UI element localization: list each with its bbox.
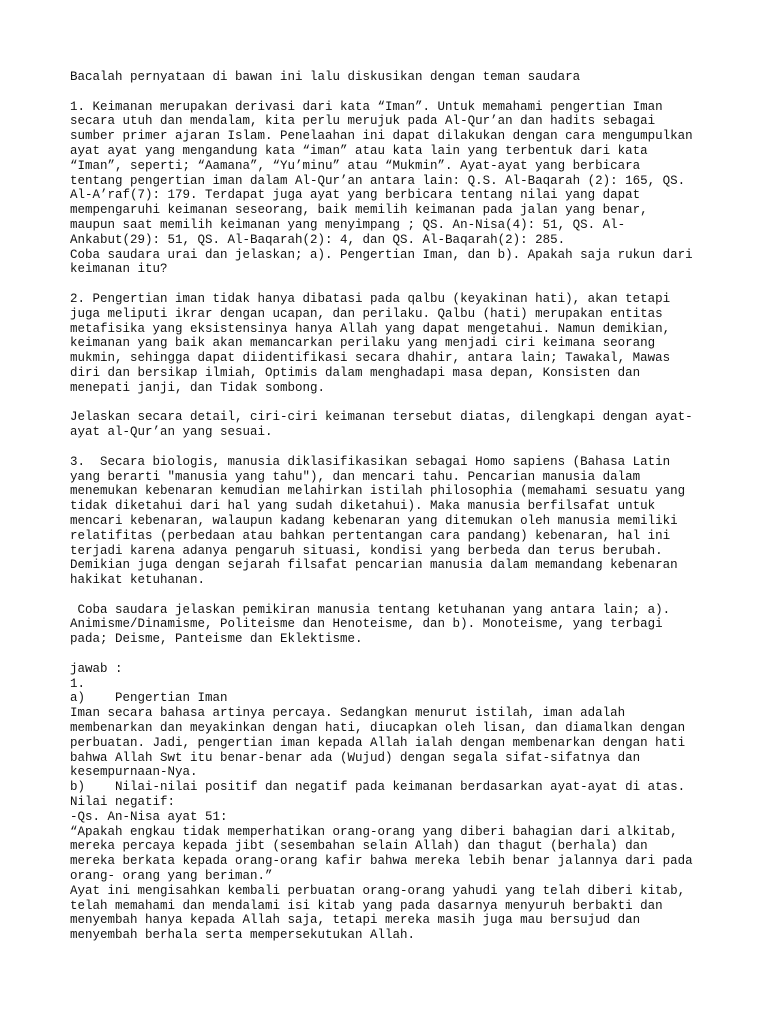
text-line: menemukan kebenaran kemudian melahirkan istilah philosophia (memahami sesuatu yang: [70, 484, 686, 499]
text-line: pada; Deisme, Panteisme dan Eklektisme.: [70, 632, 363, 647]
text-line: menyembah hanya kepada Allah saja, tetapi mereka masih juga mau bersujud dan: [70, 913, 641, 928]
paragraph-spacer: [70, 85, 720, 100]
text-line: ayat ayat yang mengandung kata “iman” atau kata lain yang terbentuk dari kata: [70, 143, 648, 158]
text-line: 1.: [70, 676, 86, 691]
text-line: diri dan bersikap ilmiah, Optimis dalam menghadapi masa depan, Konsisten dan: [70, 365, 641, 380]
paragraph-spacer: [70, 277, 720, 292]
text-line: mereka berkata kepada orang-orang kafir bahwa mereka lebih benar jalannya dari pada: [70, 854, 693, 869]
text-line: Animisme/Dinamisme, Politeisme dan Henoteisme, dan b). Monoteisme, yang terbagi: [70, 617, 663, 632]
text-line: mukmin, sehingga dapat diidentifikasi secara dhahir, antara lain; Tawakal, Mawas: [70, 351, 671, 366]
text-line: Ayat ini mengisahkan kembali perbuatan orang-orang yahudi yang telah diberi kitab,: [70, 883, 686, 898]
text-line: sumber primer ajaran Islam. Penelaahan ini dapat dilakukan dengan cara mengumpulkan: [70, 129, 693, 144]
text-line: relatifitas (perbedaan atau bahkan pertentangan cara pandang) kebenaran, hal ini: [70, 528, 671, 543]
text-line: tentang pengertian iman dalam Al-Qur’an antara lain: Q.S. Al-Baqarah (2): 165, QS.: [70, 173, 686, 188]
paragraph-spacer: [70, 440, 720, 455]
paragraph: [70, 410, 720, 440]
text-line: Iman secara bahasa artinya percaya. Sedangkan menurut istilah, iman adalah: [70, 706, 626, 721]
document-page: [70, 70, 720, 943]
text-line: secara utuh dan mendalam, kita perlu merujuk pada Al-Qur’an dan hadits sebagai: [70, 114, 656, 129]
text-line: yang berarti "manusia yang tahu"), dan mencari tahu. Pencarian manusia dalam: [70, 469, 641, 484]
paragraph-spacer: [70, 647, 720, 662]
text-line: orang- orang yang beriman.”: [70, 869, 273, 884]
text-line: menyembah berhala serta mempersekutukan Allah.: [70, 928, 416, 943]
paragraph-spacer: [70, 588, 720, 603]
text-line: -Qs. An-Nisa ayat 51:: [70, 809, 228, 824]
text-line: mereka percaya kepada jibt (sesembahan selain Allah) dan thagut (berhala) dan: [70, 839, 648, 854]
text-line: membenarkan dan meyakinkan dengan hati, diucapkan oleh lisan, dan diamalkan dengan: [70, 721, 686, 736]
text-line: maupun saat memilih keimanan yang menyimpang ; QS. An-Nisa(4): 51, QS. Al-: [70, 217, 626, 232]
text-line: Ankabut(29): 51, QS. Al-Baqarah(2): 4, dan QS. Al-Baqarah(2): 285.: [70, 232, 566, 247]
text-line: menepati janji, dan Tidak sombong.: [70, 380, 326, 395]
paragraph: [70, 70, 720, 85]
text-line: b) Nilai-nilai positif dan negatif pada keimanan berdasarkan ayat-ayat di atas.: [70, 780, 686, 795]
text-line: Jelaskan secara detail, ciri-ciri keimanan tersebut diatas, dilengkapi dengan ayat-: [70, 410, 693, 425]
paragraph: [70, 100, 720, 278]
text-line: juga meliputi ikrar dengan ucapan, dan perilaku. Qalbu (hati) merupakan entitas: [70, 306, 663, 321]
text-line: 3. Secara biologis, manusia diklasifikasikan sebagai Homo sapiens (Bahasa Latin: [70, 454, 671, 469]
text-line: keimanan yang baik akan memancarkan perilaku yang menjadi ciri keimana seorang: [70, 336, 656, 351]
text-line: terjadi karena adanya pengaruh situasi, kondisi yang berbeda dan terus berubah.: [70, 543, 663, 558]
text-line: a) Pengertian Iman: [70, 691, 228, 706]
text-line: Coba saudara urai dan jelaskan; a). Pengertian Iman, dan b). Apakah saja rukun dari: [70, 247, 693, 262]
text-line: keimanan itu?: [70, 262, 168, 277]
paragraph: [70, 292, 720, 396]
paragraph: [70, 662, 720, 943]
text-line: perbuatan. Jadi, pengertian iman kepada Allah ialah dengan membenarkan dengan hati: [70, 735, 686, 750]
text-line: Al-A’raf(7): 179. Terdapat juga ayat yang berbicara tentang nilai yang dapat: [70, 188, 641, 203]
text-line: telah memahami dan mendalami isi kitab yang pada dasarnya menyuruh berbakti dan: [70, 898, 663, 913]
text-line: kesempurnaan-Nya.: [70, 765, 198, 780]
text-line: 2. Pengertian iman tidak hanya dibatasi pada qalbu (keyakinan hati), akan tetapi: [70, 291, 671, 306]
paragraph: [70, 455, 720, 588]
text-line: jawab :: [70, 661, 123, 676]
text-line: Coba saudara jelaskan pemikiran manusia tentang ketuhanan yang antara lain; a).: [70, 602, 671, 617]
text-line: “Apakah engkau tidak memperhatikan orang-orang yang diberi bahagian dari alkitab,: [70, 824, 678, 839]
paragraph: [70, 603, 720, 647]
text-line: metafisika yang eksistensinya hanya Allah yang dapat mengetahui. Namun demikian,: [70, 321, 671, 336]
text-line: bahwa Allah Swt itu benar-benar ada (Wujud) dengan segala sifat-sifatnya dan: [70, 750, 641, 765]
text-line: Bacalah pernyataan di bawan ini lalu diskusikan dengan teman saudara: [70, 70, 581, 84]
text-line: hakikat ketuhanan.: [70, 573, 206, 588]
text-line: tidak diketahui dari hal yang sudah diketahui). Maka manusia berfilsafat untuk: [70, 499, 656, 514]
text-line: mempengaruhi keimanan seseorang, baik memilih keimanan pada jalan yang benar,: [70, 203, 648, 218]
text-line: 1. Keimanan merupakan derivasi dari kata “Iman”. Untuk memahami pengertian Iman: [70, 99, 663, 114]
text-line: ayat al-Qur’an yang sesuai.: [70, 425, 273, 440]
text-line: mencari kebenaran, walaupun kadang kebenaran yang ditemukan oleh manusia memiliki: [70, 513, 678, 528]
text-line: Demikian juga dengan sejarah filsafat pencarian manusia dalam memandang kebenaran: [70, 558, 678, 573]
paragraph-spacer: [70, 396, 720, 411]
text-line: Nilai negatif:: [70, 795, 176, 810]
text-line: “Iman”, seperti; “Aamana”, “Yu’minu” atau “Mukmin”. Ayat-ayat yang berbicara: [70, 158, 641, 173]
